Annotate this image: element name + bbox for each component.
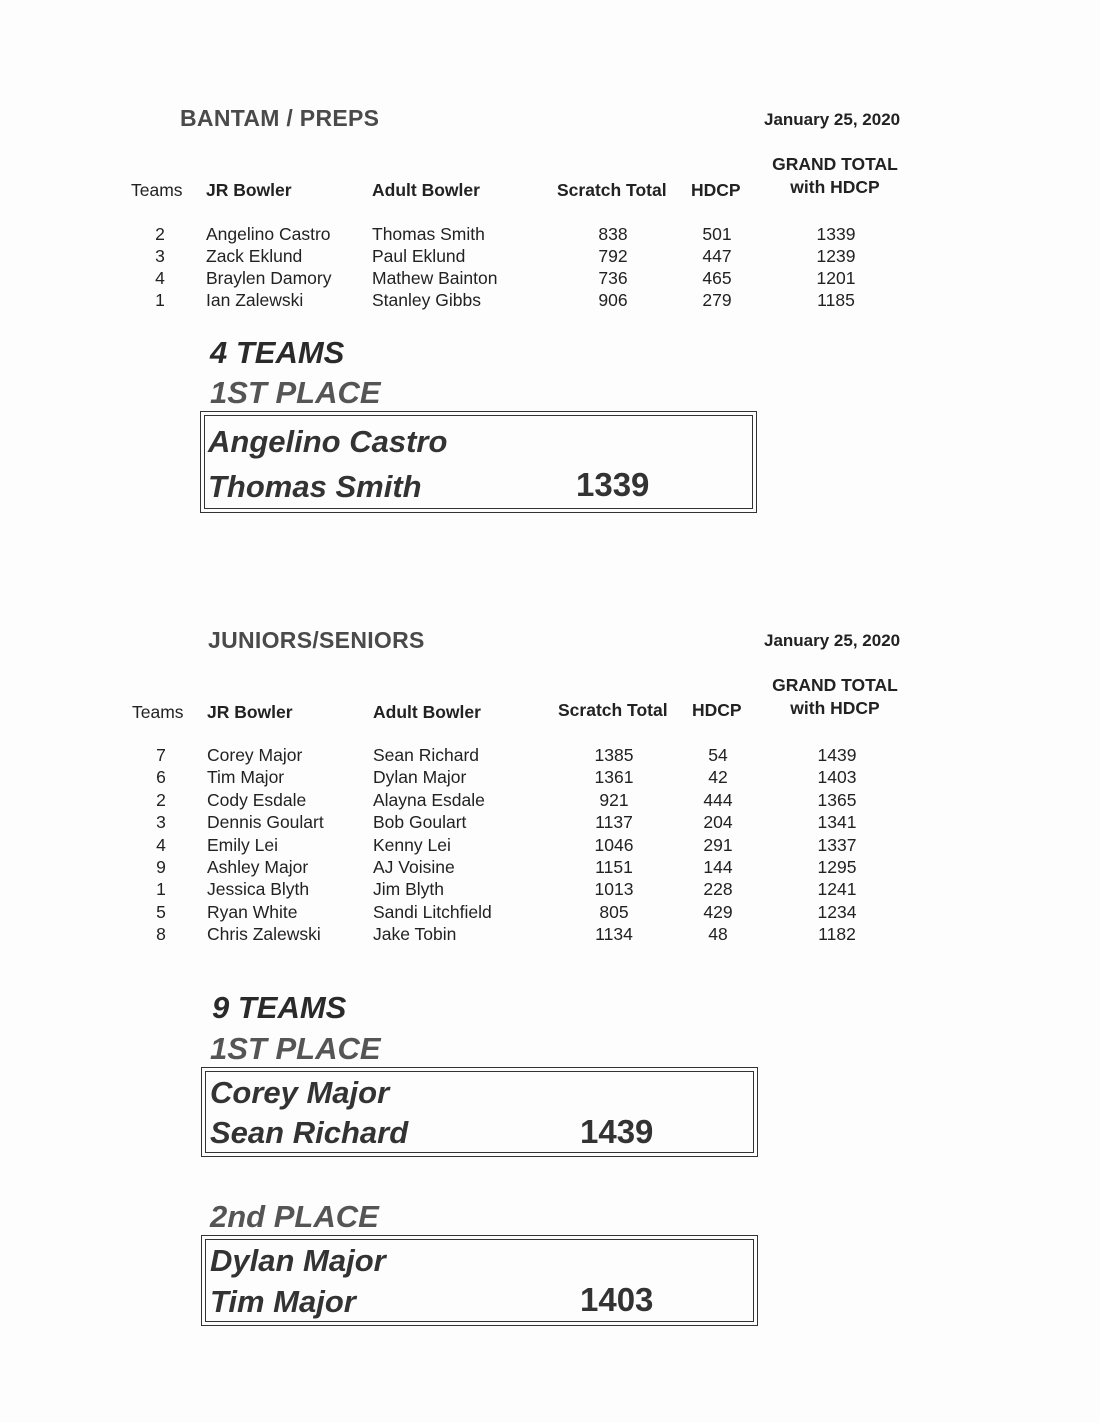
scratch-total: 1013: [594, 879, 634, 900]
scratch-total: 921: [599, 789, 629, 810]
team-number: 6: [156, 767, 166, 788]
adult-bowler-header: Adult Bowler: [373, 702, 481, 722]
adult-bowler-name: Kenny Lei: [373, 834, 451, 855]
hdcp-value: 48: [708, 924, 728, 945]
award-score: 1339: [576, 466, 650, 503]
team-number: 2: [156, 789, 166, 810]
team-number: 5: [156, 901, 166, 922]
scratch-total: 1361: [594, 767, 634, 788]
table-row: [0, 857, 1100, 879]
scratch-total-header: Scratch Total: [557, 180, 667, 200]
jr-bowler-name: Tim Major: [207, 767, 285, 788]
adult-bowler-name: Paul Eklund: [372, 246, 466, 266]
grand-total: 1201: [816, 268, 856, 288]
grand-total: 1403: [817, 767, 857, 788]
team-number: 8: [156, 924, 166, 945]
adult-bowler-name: Mathew Bainton: [372, 268, 498, 288]
award-box: [201, 1067, 758, 1157]
scratch-total: 1151: [595, 857, 633, 877]
jr-bowler-name: Braylen Damory: [206, 268, 332, 288]
grand-total-header: GRAND TOTAL with HDCP: [772, 675, 898, 718]
table-row: [0, 812, 1100, 834]
hdcp-header: HDCP: [692, 700, 742, 720]
team-number: 1: [156, 879, 166, 900]
scratch-total: 736: [598, 268, 628, 288]
adult-bowler-name: Jake Tobin: [373, 924, 457, 945]
grand-total: 1337: [817, 834, 857, 855]
scratch-total: 792: [598, 246, 628, 266]
grand-total: 1341: [817, 812, 857, 833]
hdcp-header: HDCP: [691, 180, 741, 200]
scratch-total: 1385: [594, 745, 634, 765]
hdcp-value: 465: [702, 268, 732, 288]
award-name-2: Thomas Smith: [208, 469, 422, 504]
award-name-2: Sean Richard: [210, 1115, 409, 1150]
adult-bowler-name: Dylan Major: [373, 767, 467, 788]
hdcp-value: 279: [702, 290, 732, 310]
adult-bowler-name: Thomas Smith: [372, 224, 485, 244]
scratch-total: 1137: [595, 812, 633, 833]
teams-header: Teams: [132, 702, 184, 722]
hdcp-value: 291: [703, 834, 733, 855]
grand-total: 1295: [817, 857, 857, 877]
adult-bowler-name: Alayna Esdale: [373, 789, 485, 810]
jr-bowler-name: Dennis Goulart: [207, 812, 324, 833]
table-row: [0, 767, 1100, 789]
table-row: [0, 745, 1100, 767]
award-score: 1439: [580, 1113, 654, 1150]
grand-total-header: GRAND TOTAL with HDCP: [772, 154, 898, 197]
award-label: 1ST PLACE: [210, 375, 381, 410]
award-name-2: Tim Major: [210, 1284, 356, 1319]
grand-total: 1439: [817, 745, 857, 765]
hdcp-value: 204: [703, 812, 733, 833]
teams-header: Teams: [131, 180, 183, 200]
team-number: 1: [155, 290, 165, 310]
jr-bowler-name: Angelino Castro: [206, 224, 331, 244]
award-box: [200, 411, 757, 513]
jr-bowler-name: Jessica Blyth: [207, 879, 310, 900]
team-number: 3: [155, 246, 165, 266]
table-row: [0, 902, 1100, 924]
hdcp-value: 447: [702, 246, 732, 266]
team-number: 7: [156, 745, 166, 765]
team-number: 4: [155, 268, 165, 288]
jr-bowler-name: Chris Zalewski: [207, 924, 321, 945]
team-number: 2: [155, 224, 165, 244]
adult-bowler-name: Stanley Gibbs: [372, 290, 481, 310]
grand-total: 1241: [817, 879, 857, 900]
award-name-1: Dylan Major: [210, 1243, 386, 1278]
grand-total: 1182: [818, 924, 856, 945]
jr-bowler-name: Cody Esdale: [207, 789, 307, 810]
hdcp-value: 42: [708, 767, 728, 788]
hdcp-value: 444: [703, 789, 733, 810]
hdcp-value: 144: [703, 857, 733, 877]
team-count: 9 TEAMS: [212, 990, 347, 1025]
team-number: 3: [156, 812, 166, 833]
jr-bowler-name: Zack Eklund: [206, 246, 303, 266]
award-label: 1ST PLACE: [210, 1031, 381, 1066]
table-row: [0, 246, 1100, 268]
team-number: 4: [156, 834, 166, 855]
award-name-1: Angelino Castro: [208, 424, 448, 459]
adult-bowler-name: Jim Blyth: [373, 879, 444, 900]
award-label: 2nd PLACE: [210, 1199, 379, 1234]
scratch-total: 838: [598, 224, 628, 244]
jr-bowler-name: Corey Major: [207, 745, 303, 765]
award-score: 1403: [580, 1281, 654, 1318]
table-row: [0, 268, 1100, 290]
hdcp-value: 54: [708, 745, 728, 765]
table-row: [0, 790, 1100, 812]
scratch-total: 1046: [594, 834, 634, 855]
section-title: JUNIORS/SENIORS: [208, 627, 425, 653]
award-name-1: Corey Major: [210, 1075, 390, 1110]
scratch-total-header: Scratch Total: [558, 700, 668, 720]
adult-bowler-name: Sandi Litchfield: [373, 901, 492, 922]
jr-bowler-name: Ryan White: [207, 901, 298, 922]
section-date: January 25, 2020: [764, 110, 901, 129]
adult-bowler-header: Adult Bowler: [372, 180, 480, 200]
table-row: [0, 879, 1100, 901]
table-row: [0, 835, 1100, 857]
jr-bowler-header: JR Bowler: [206, 180, 292, 200]
section-date: January 25, 2020: [764, 631, 901, 650]
hdcp-value: 429: [703, 901, 733, 922]
scratch-total: 906: [598, 290, 628, 310]
jr-bowler-name: Ashley Major: [207, 857, 309, 877]
jr-bowler-name: Ian Zalewski: [206, 290, 304, 310]
hdcp-value: 228: [703, 879, 733, 900]
section-title: BANTAM / PREPS: [180, 105, 380, 131]
jr-bowler-name: Emily Lei: [207, 834, 278, 855]
grand-total: 1365: [817, 789, 857, 810]
table-row: [0, 224, 1100, 246]
team-count: 4 TEAMS: [210, 335, 345, 370]
table-row: [0, 924, 1100, 946]
grand-total: 1239: [816, 246, 856, 266]
adult-bowler-name: Bob Goulart: [373, 812, 467, 833]
scratch-total: 1134: [595, 924, 633, 945]
grand-total: 1185: [817, 290, 855, 310]
grand-total: 1234: [817, 901, 857, 922]
jr-bowler-header: JR Bowler: [207, 702, 293, 722]
team-number: 9: [156, 857, 166, 877]
table-row: [0, 290, 1100, 312]
grand-total: 1339: [816, 224, 856, 244]
award-box: [201, 1235, 758, 1326]
scratch-total: 805: [599, 901, 629, 922]
adult-bowler-name: Sean Richard: [373, 745, 480, 765]
adult-bowler-name: AJ Voisine: [373, 857, 455, 877]
hdcp-value: 501: [702, 224, 732, 244]
